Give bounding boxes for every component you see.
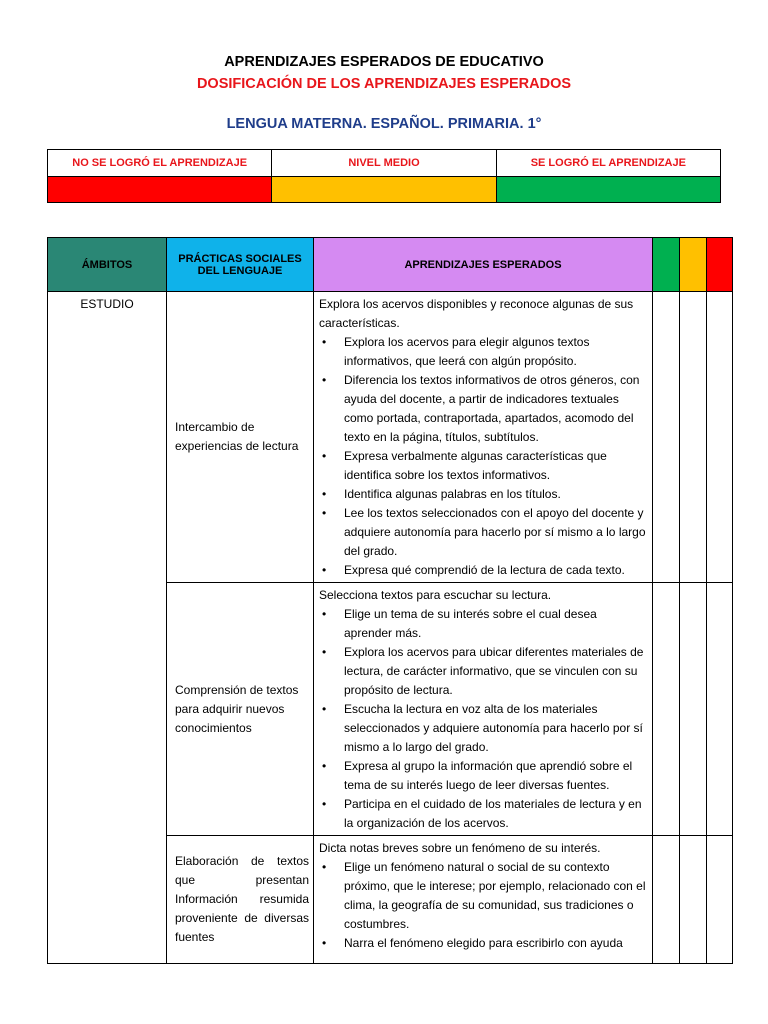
list-item: • Expresa qué comprendió de la lectura de cada texto. [319,561,648,580]
practica-cell: Elaboración de textos que presentan Información resumida proveniente de diversas fuentes [167,836,314,964]
aprendizaje-cell [314,836,653,964]
list-item: • Expresa verbalmente algunas características que identifica sobre los textos informativos. [319,447,648,485]
legend-label-achieved: SE LOGRÓ EL APRENDIZAJE [496,150,720,177]
ambito-cell: ESTUDIO [48,292,167,964]
header-status-red [707,238,733,292]
list-item: • Identifica algunas palabras en los títulos. [319,485,648,504]
aprendizaje-cell [314,583,653,836]
header-practicas: PRÁCTICAS SOCIALES DEL LENGUAJE [167,238,314,292]
status-check-yellow [680,836,707,964]
document-title: APRENDIZAJES ESPERADOS DE EDUCATIVO [224,54,544,70]
aprendizaje-bullets [319,605,648,833]
document-subtitle: DOSIFICACIÓN DE LOS APRENDIZAJES ESPERADOS [196,76,572,92]
status-check-red [707,583,733,836]
practica-cell: Comprensión de textos para adquirir nuevos conocimientos [167,583,314,836]
list-item: • Elige un fenómeno natural o social de su contexto próximo, que le interese; por ejemplo, relacionado con el clima, la geografía de su comunidad, sus tradiciones o costumbres. [319,858,648,934]
legend-table [47,149,721,203]
aprendizaje-bullets [319,333,648,580]
status-check-green [653,836,680,964]
list-item: • Lee los textos seleccionados con el apoyo del docente y adquiere autonomía para hacerlo por sí mismo a lo largo del grado. [319,504,648,561]
list-item: • Participa en el cuidado de los materiales de lectura y en la organización de los acervos. [319,795,648,833]
learning-table [47,237,733,964]
aprendizaje-bullets [319,858,648,953]
status-check-green [653,292,680,583]
list-item: • Expresa al grupo la información que aprendió sobre el tema de su interés luego de leer diversas fuentes. [319,757,648,795]
legend-swatch-red [48,177,272,203]
status-check-green [653,583,680,836]
status-check-yellow [680,292,707,583]
list-item: • Elige un tema de su interés sobre el cual desea aprender más. [319,605,648,643]
aprendizaje-intro: Selecciona textos para escuchar su lectura. [319,588,552,602]
aprendizaje-intro: Explora los acervos disponibles y reconoce algunas de sus características. [319,297,634,330]
legend-label-not-achieved: NO SE LOGRÓ EL APRENDIZAJE [48,150,272,177]
aprendizaje-cell [314,292,653,583]
list-item: • Escucha la lectura en voz alta de los materiales seleccionados y adquiere autonomía para hacerlo por sí mismo a lo largo del grado. [319,700,648,757]
aprendizaje-intro: Dicta notas breves sobre un fenómeno de su interés. [319,841,601,855]
list-item: • Explora los acervos para ubicar diferentes materiales de lectura, de carácter informativo, que se vinculen con su propósito de lectura. [319,643,648,700]
course-title: LENGUA MATERNA. ESPAÑOL. PRIMARIA. 1° [226,116,542,132]
status-check-red [707,292,733,583]
legend-swatch-green [496,177,720,203]
list-item: • Explora los acervos para elegir algunos textos informativos, que leerá con algún propósito. [319,333,648,371]
status-check-red [707,836,733,964]
practica-cell: Intercambio de experiencias de lectura [167,292,314,583]
legend-label-medium: NIVEL MEDIO [272,150,496,177]
header-aprendizajes: APRENDIZAJES ESPERADOS [314,238,653,292]
header-status-yellow [680,238,707,292]
legend-swatch-yellow [272,177,496,203]
list-item: • Diferencia los textos informativos de otros géneros, con ayuda del docente, a partir de indicadores textuales como portada, contraportada, apartados, acomodo del texto en la página, títulos, subtítulos. [319,371,648,447]
table-row [48,292,733,583]
list-item: • Narra el fenómeno elegido para escribirlo con ayuda [319,934,648,953]
header-status-green [653,238,680,292]
header-ambitos: ÁMBITOS [48,238,167,292]
aprendizaje-content [319,839,648,961]
status-check-yellow [680,583,707,836]
